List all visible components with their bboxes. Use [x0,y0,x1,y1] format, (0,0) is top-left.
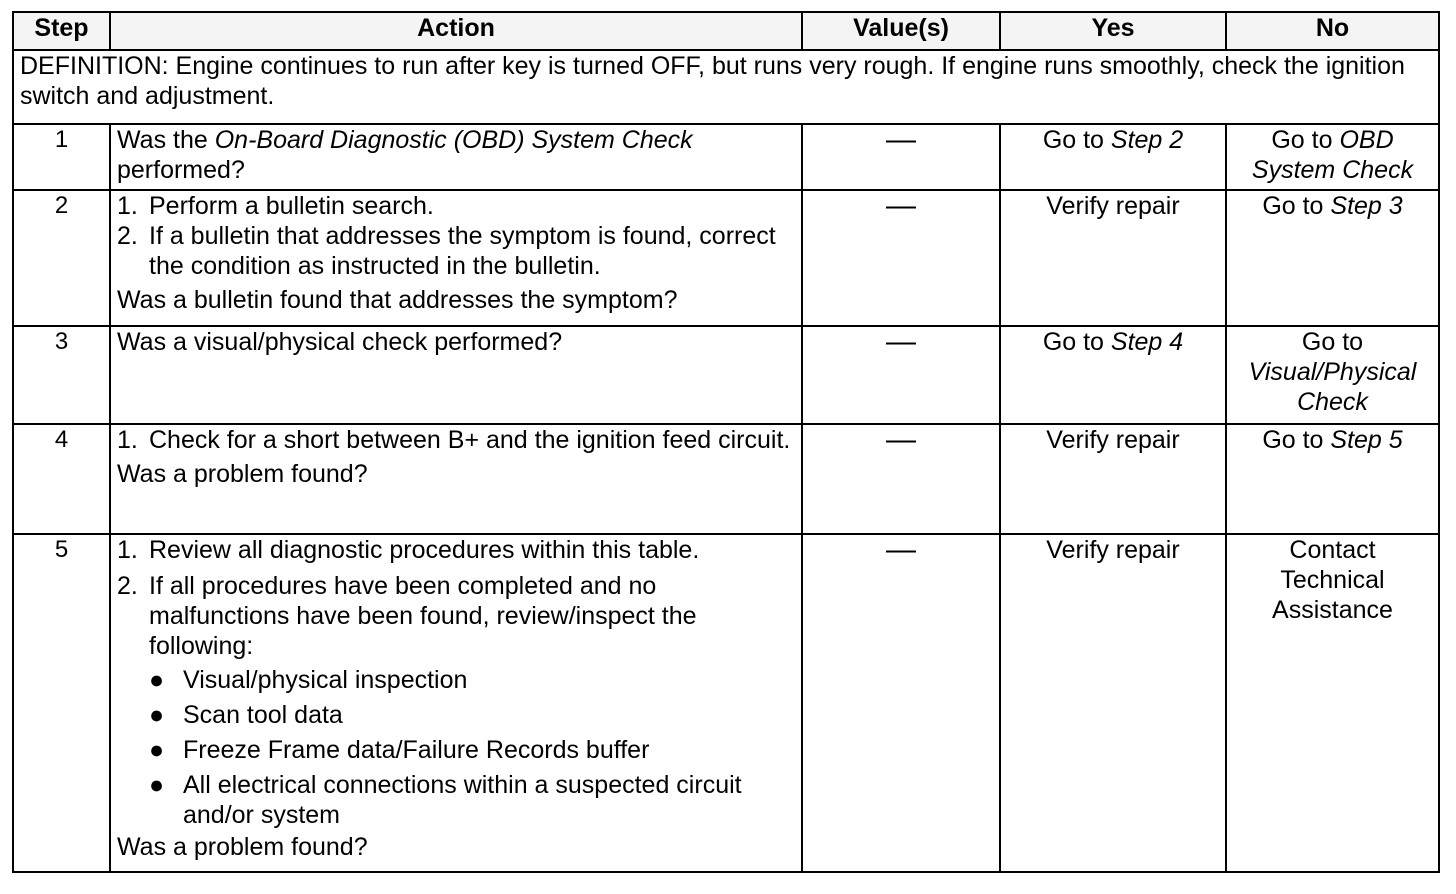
no-text: Go to [1271,126,1340,154]
table-row [13,424,1439,534]
step-number: 1 [13,124,110,190]
yes-text: Go to [1042,328,1111,356]
bullet-icon: ● [149,771,165,799]
yes-cell [1000,326,1226,424]
yes-cell [1000,124,1226,190]
action-cell [110,326,802,424]
yes-text: Go to [1042,126,1111,154]
yes-cell: Verify repair [1000,190,1226,326]
value-cell: — [802,190,1000,326]
definition-row [13,50,1439,124]
header-row [13,12,1439,50]
no-text: Go to [1301,328,1364,356]
question-text: Was a bulletin found that addresses the symptom? [117,286,678,314]
no-step-link: OBD System Check [1251,126,1414,184]
question-text: Was a visual/physical check performed? [117,328,563,356]
list-item [117,425,795,455]
no-text: Go to [1262,192,1331,220]
header-yes: Yes [1000,12,1226,50]
no-cell [1226,326,1439,424]
list-item-text: Perform a bulletin search. [149,192,434,220]
header-values: Value(s) [802,12,1000,50]
list-number: 2. [117,222,138,250]
no-cell: Contact Technical Assistance [1226,534,1439,872]
no-text: Go to [1262,426,1331,454]
list-item-text: If all procedures have been completed and no malfunctions have been found, review/inspect the following: [149,572,697,660]
list-item-text: Review all diagnostic procedures within this table. [149,536,700,564]
list-item [117,535,795,565]
bullet-text: All electrical connections within a suspected circuit and/or system [183,771,742,829]
bullet-icon: ● [149,666,165,694]
list-item [117,571,795,661]
list-number: 1. [117,536,138,564]
diagnostic-table [12,11,1440,873]
no-cell [1226,424,1439,534]
bullet-item [117,665,795,695]
step-number: 5 [13,534,110,872]
question-text: Was a problem found? [117,833,368,861]
action-cell [110,424,802,534]
value-cell: — [802,424,1000,534]
list-item [117,191,795,221]
bullet-item [117,770,795,830]
no-step-link: Step 3 [1330,192,1403,220]
action-text: Was the [117,126,215,154]
bullet-icon: ● [149,701,165,729]
step-number: 3 [13,326,110,424]
bullet-item [117,700,795,730]
list-number: 1. [117,192,138,220]
no-step-link: Step 5 [1330,426,1403,454]
definition-text: DEFINITION: Engine continues to run after key is turned OFF, but runs very rough. If engine runs smoothly, check the ignition switch and adjustment. [13,50,1439,124]
table-row [13,534,1439,872]
no-cell [1226,190,1439,326]
value-cell: — [802,534,1000,872]
bullet-text: Visual/physical inspection [183,666,468,694]
list-item-text: If a bulletin that addresses the symptom is found, correct the condition as instructed in the bulletin. [149,222,776,280]
action-text: performed? [117,156,245,184]
table-row [13,326,1439,424]
value-cell: — [802,124,1000,190]
value-cell: — [802,326,1000,424]
bullet-text: Scan tool data [183,701,343,729]
bullet-icon: ● [149,736,165,764]
action-cell [110,534,802,872]
question-text: Was a problem found? [117,460,368,488]
no-step-link: Visual/Physical Check [1248,358,1417,416]
header-step: Step [13,12,110,50]
action-cell [110,190,802,326]
list-number: 2. [117,572,138,600]
bullet-text: Freeze Frame data/Failure Records buffer [183,736,650,764]
yes-cell: Verify repair [1000,534,1226,872]
no-cell [1226,124,1439,190]
yes-cell: Verify repair [1000,424,1226,534]
table-row [13,124,1439,190]
step-number: 2 [13,190,110,326]
list-item [117,221,795,281]
list-number: 1. [117,426,138,454]
list-item-text: Check for a short between B+ and the ignition feed circuit. [149,426,791,454]
action-cell [110,124,802,190]
step-number: 4 [13,424,110,534]
action-link-text: On-Board Diagnostic (OBD) System Check [214,126,693,154]
header-action: Action [110,12,802,50]
bullet-item [117,735,795,765]
yes-step-link: Step 4 [1110,328,1184,356]
table-row [13,190,1439,326]
yes-step-link: Step 2 [1110,126,1184,154]
header-no: No [1226,12,1439,50]
